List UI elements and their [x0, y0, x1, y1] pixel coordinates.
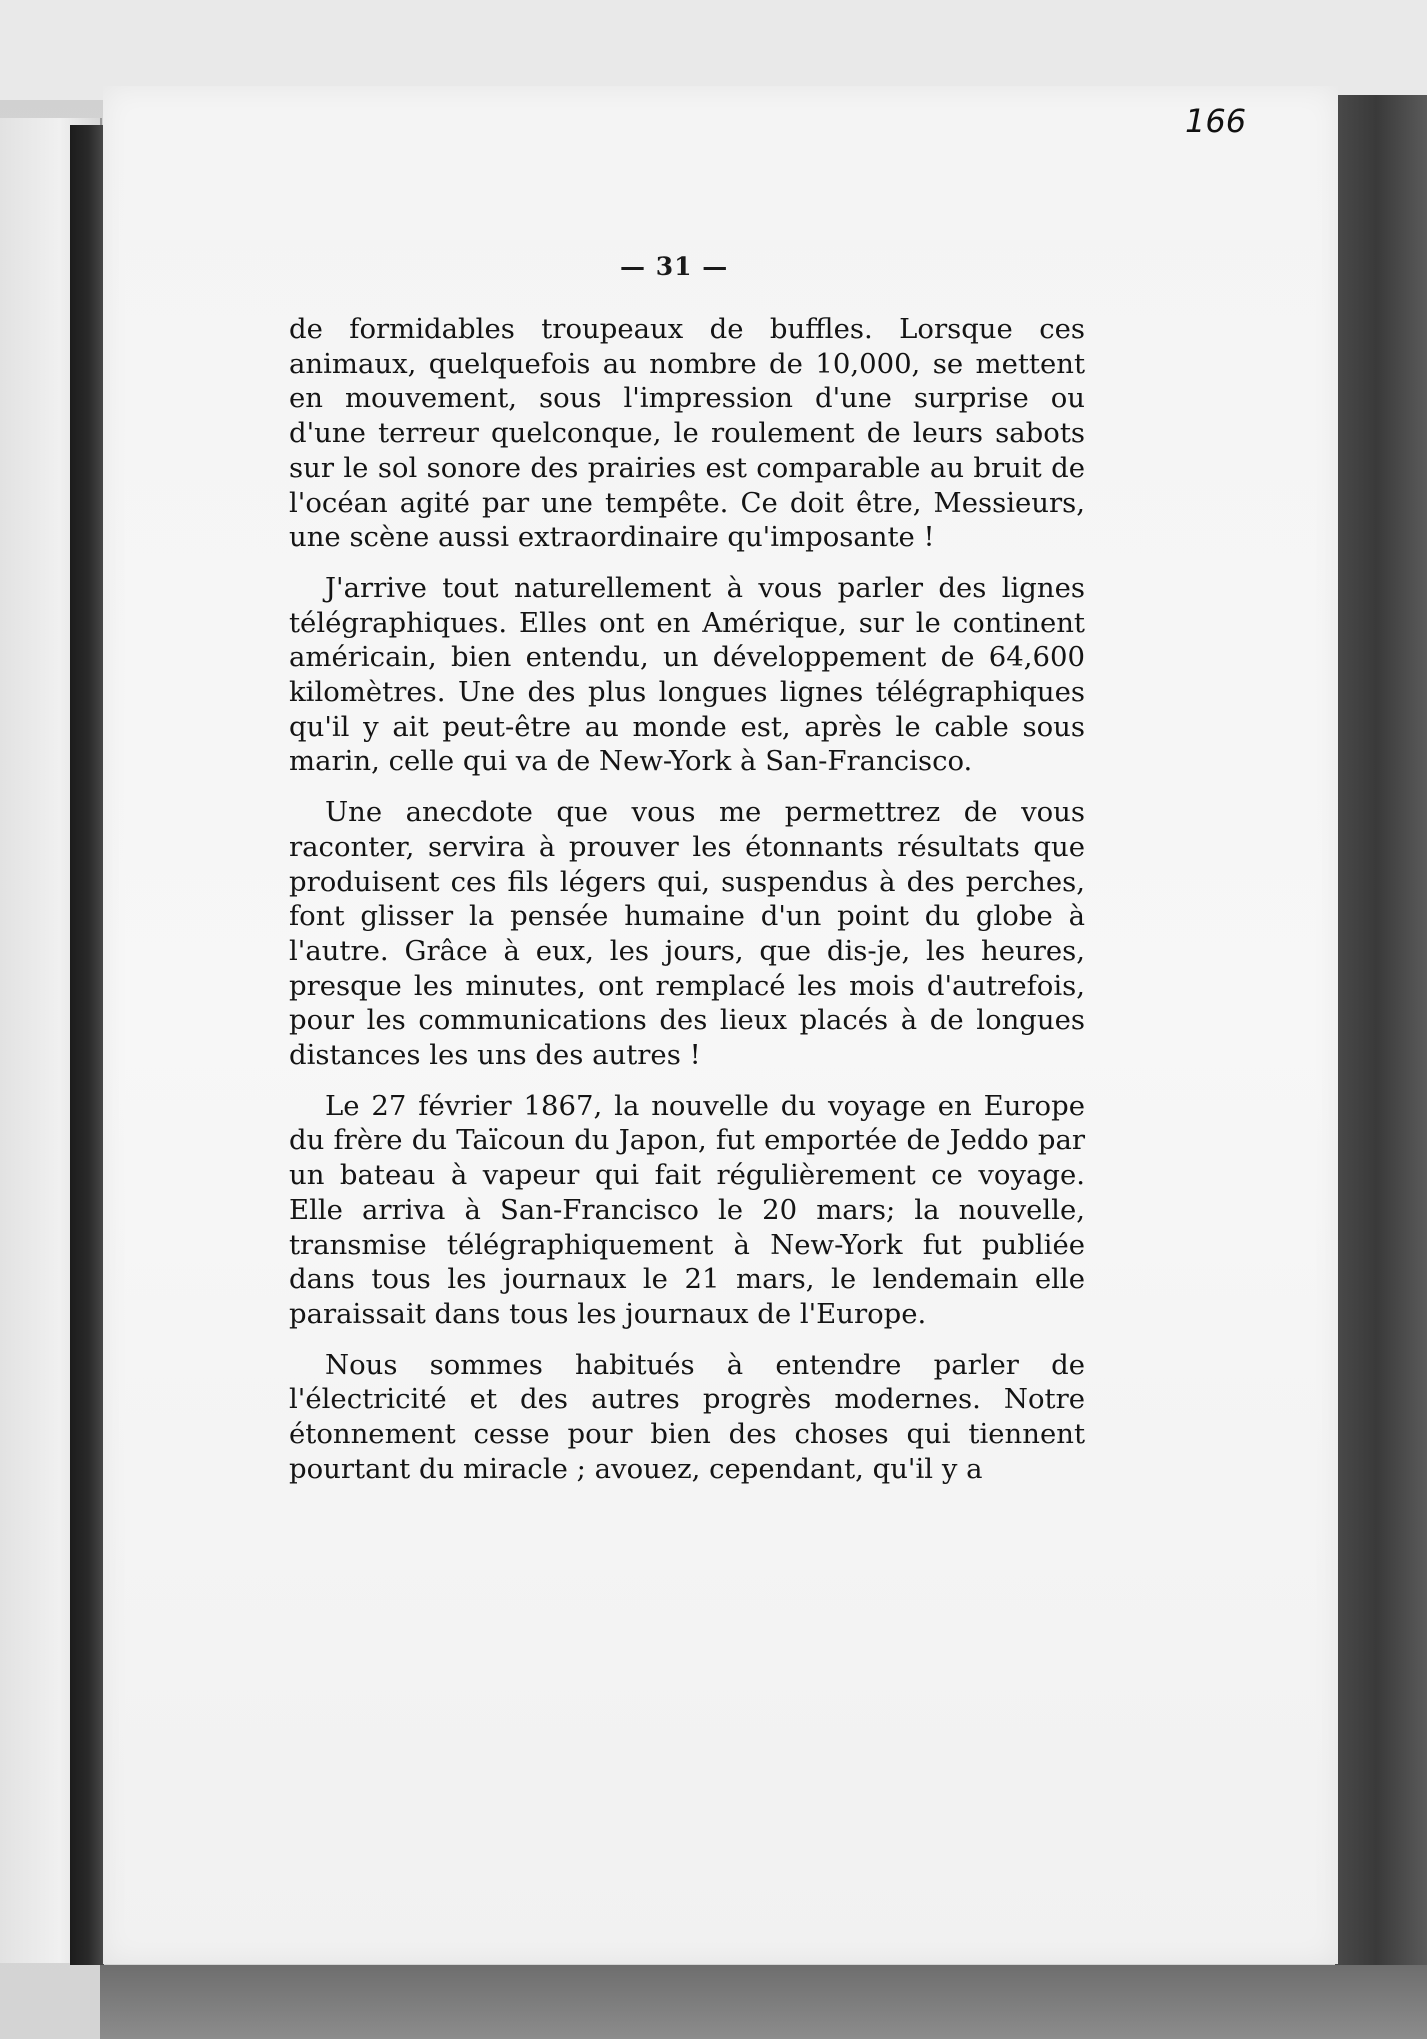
paragraph-anecdote: Une anecdote que vous me permettrez de vous raconter, servira à prouver les étonnants résultats que produisent ces fils légers qui, suspendus à des perches, font glisser la pensée humaine d'un point du globe à l'autre. Grâce à eux, les jours, que dis-je, les heures, presque les minutes, ont remplacé les mois d'autrefois, pour les communications des lieux placés à de longues distances les uns des autres ! — [289, 796, 1085, 1072]
book-binding-shadow — [70, 125, 104, 1965]
page-number: — 31 — — [620, 252, 729, 281]
body-text — [289, 312, 1085, 1503]
paragraph-electricity: Nous sommes habitués à entendre parler de l'électricité et des autres progrès modernes. Notre étonnement cesse pour bien des choses qui tiennent pourtant du miracle ; avouez, cependant, qu'il y a — [289, 1348, 1085, 1485]
right-edge-shadow — [1335, 95, 1427, 2039]
bottom-edge-shadow — [100, 1965, 1427, 2039]
paragraph-continuation: de formidables troupeaux de buffles. Lorsque ces animaux, quelquefois au nombre de 10,000, se mettent en mouvement, sous l'impression d'une surprise ou d'une terreur quelconque, le roulement de leurs sabots sur le sol sonore des prairies est comparable au bruit de l'océan agité par une tempête. Ce doit être, Messieurs, une scène aussi extraordinaire qu'imposante ! — [289, 313, 1085, 554]
paragraph-news-japan: Le 27 février 1867, la nouvelle du voyage en Europe du frère du Taïcoun du Japon, fut emportée de Jeddo par un bateau à vapeur qui fait régulièrement ce voyage. Elle arriva à San-Francisco le 20 mars; la nouvelle, transmise télégraphiquement à New-York fut publiée dans tous les journaux le 21 mars, le lendemain elle paraissait dans tous les journaux de l'Europe. — [289, 1089, 1085, 1330]
handwritten-folio-number: 166 — [1185, 102, 1247, 140]
scanner-bed-top — [0, 0, 1427, 100]
paragraph-telegraph-lines: J'arrive tout naturellement à vous parler des lignes télégraphiques. Elles ont en Amérique, sur le continent américain, bien entendu, un développement de 64,600 kilomètres. Une des plus longues lignes télégraphiques qu'il y ait peut-être au monde est, après le cable sous marin, celle qui va de New-York à San-Francisco. — [289, 571, 1085, 778]
